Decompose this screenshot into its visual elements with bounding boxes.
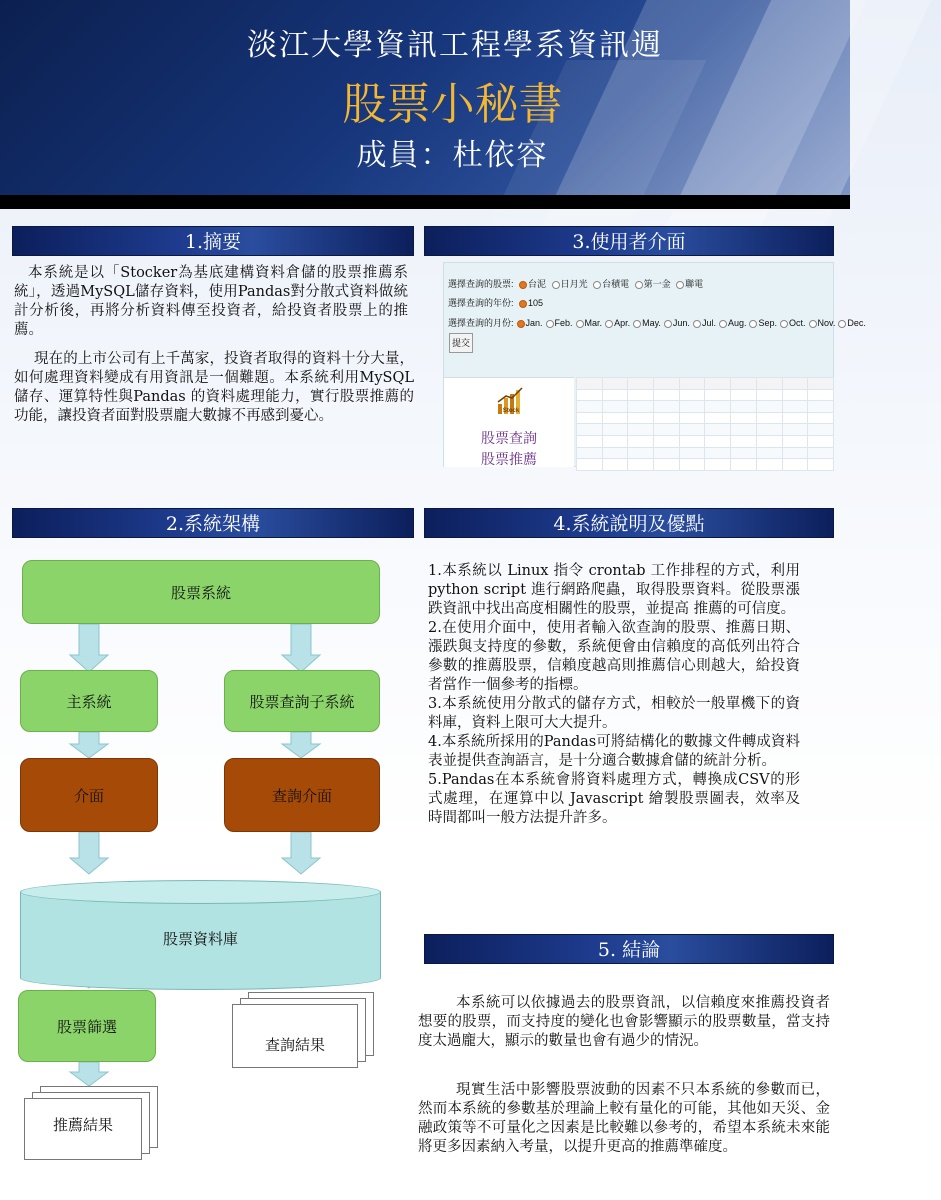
conclusion-heading: 5. 結論: [424, 934, 834, 964]
description-text: 1.本系統以 Linux 指令 crontab 工作排程的方式，利用 python script 進行網路爬蟲，取得股票資料。從股票漲跌資訊中找出高度相關性的股票，並提高 推薦的可信度。 2.在使用介面中，使用者輸入欲查詢的股票、推薦日期、漲跌與支持度的參數，系統便會由信賴度的高低列出符合參數的推薦股票，信賴度越高則推薦信心則越大，給投資者當作一個參考的指標。 3.本系統使用分散式的儲存方式，相較於一般單機下的資料庫，資料上限可大大提升。 4.本系統所採用的Pandas可將結構化的數據文件轉成資料表並提供查詢語言，是十分適合數據倉儲的統計分析。 5.Pandas在本系統會將資料處理方式，轉換成CSV的形式處理，在運算中以 Javascript 繪製股票圖表，效率及時間都叫一般方法提升許多。: [428, 563, 800, 826]
month-option: Aug.: [727, 318, 747, 328]
table-row: [577, 459, 834, 471]
month-option: Apr.: [614, 318, 631, 328]
radio-icon[interactable]: [838, 320, 846, 328]
radio-icon[interactable]: [519, 300, 527, 308]
arrow-down-icon: [70, 732, 108, 758]
month-option: Feb.: [554, 318, 573, 328]
stock-option: 台泥: [528, 279, 547, 289]
stock-filter-box: 股票篩選: [18, 990, 156, 1062]
month-option: Oct.: [788, 318, 806, 328]
year-option: 105: [528, 298, 544, 308]
radio-icon[interactable]: [635, 281, 643, 289]
radio-icon[interactable]: [546, 320, 554, 328]
recommend-result-label: 推薦結果: [52, 1116, 113, 1134]
radio-icon[interactable]: [780, 320, 788, 328]
stock-option: 日月光: [560, 279, 588, 289]
department-title: 淡江大學資訊工程學系資訊週: [247, 28, 663, 63]
month-option: Jan.: [525, 318, 543, 328]
stock-option: 第一金: [643, 279, 671, 289]
ui-heading: 3.使用者介面: [424, 226, 834, 256]
poster-header: [0, 0, 850, 195]
radio-icon[interactable]: [633, 320, 641, 328]
table-row: [577, 435, 834, 447]
radio-icon[interactable]: [517, 320, 525, 328]
stock-option: 聯電: [685, 279, 704, 289]
radio-icon[interactable]: [693, 320, 701, 328]
header-divider: [0, 195, 850, 209]
stock-select-label: 選擇查詢的股票:: [448, 279, 514, 289]
project-title: 股票小秘書: [342, 79, 563, 130]
radio-icon[interactable]: [676, 281, 684, 289]
month-option: Dec.: [847, 318, 866, 328]
query-subsystem-box: 股票查詢子系統: [224, 670, 380, 732]
ui-sidebar: [444, 377, 574, 467]
abstract-paragraph-2: 現在的上市公司有上千萬家，投資者取得的資料十分大量，如何處理資料變成有用資訊是一個難題。本系統利用MySQL儲存、運算特性與Pandas 的資料處理能力，實行股票推薦的功能，讓投資者面對股票龐大數據不再感到憂心。: [14, 351, 414, 424]
abstract-paragraph-1: 本系統是以「Stocker為基底建構資料倉儲的股票推薦系統」，透過MySQL儲存資料，使用Pandas對分散式資料做統計分析後，再將分析資料傳至投資者，給投資者股票上的推薦。: [14, 265, 408, 338]
architecture-heading: 2.系統架構: [12, 508, 414, 538]
month-option: Jun.: [672, 318, 690, 328]
ui-screenshot: [443, 262, 866, 468]
month-option: Sep.: [758, 318, 777, 328]
radio-icon[interactable]: [576, 320, 584, 328]
conclusion-paragraph-2: 現實生活中影響股票波動的因素不只本系統的參數而已，然而本系統的參數基於理論上較有量化的可能，其他如天災、金融政策等不可量化之因素是比較難以參考的，希望本系統未來能將更多因素納入考量，以提升更高的推薦準確度。: [418, 1082, 830, 1155]
table-row: [577, 389, 834, 401]
query-interface-box: 查詢介面: [224, 758, 380, 832]
query-result-label: 查詢結果: [264, 1036, 325, 1054]
arrow-down-icon: [282, 832, 320, 874]
submit-button[interactable]: 提交: [449, 333, 473, 353]
radio-icon[interactable]: [605, 320, 613, 328]
radio-icon[interactable]: [809, 320, 817, 328]
radio-icon[interactable]: [552, 281, 560, 289]
members: 成員：杜依容: [356, 138, 549, 173]
table-row: [577, 412, 834, 424]
stock-query-link[interactable]: 股票查詢: [481, 431, 537, 447]
stock-data-table: [576, 377, 834, 471]
main-system-box: 主系統: [20, 670, 158, 732]
interface-box: 介面: [20, 758, 158, 832]
stock-recommend-link[interactable]: 股票推薦: [481, 452, 537, 468]
month-select-row: [448, 316, 866, 329]
radio-icon[interactable]: [519, 281, 527, 289]
radio-icon[interactable]: [664, 320, 672, 328]
logo-text: Stock: [502, 408, 520, 414]
cylinder-top: [20, 880, 381, 904]
radio-icon[interactable]: [749, 320, 757, 328]
arrow-down-icon: [70, 1062, 108, 1086]
abstract-heading: 1.摘要: [12, 226, 414, 256]
stock-system-box: 股票系統: [22, 560, 380, 624]
year-select-row: [448, 296, 543, 309]
radio-icon[interactable]: [593, 281, 601, 289]
table-row: [577, 447, 834, 459]
stock-option: 台積電: [602, 279, 630, 289]
description-heading: 4.系統說明及優點: [424, 508, 834, 538]
month-option: Mar.: [584, 318, 603, 328]
table-row: [577, 424, 834, 436]
conclusion-paragraph-1: 本系統可以依據過去的股票資訊，以信賴度來推薦投資者想要的股票，而支持度的變化也會影響顯示的股票數量，當支持度太過龐大，顯示的數量也會有過少的情況。: [418, 995, 830, 1049]
arrow-down-icon: [70, 624, 108, 672]
table-header-row: [577, 378, 834, 390]
stock-select-row: [448, 277, 703, 290]
month-option: Nov.: [817, 318, 836, 328]
month-option: May.: [642, 318, 661, 328]
arrow-down-icon: [70, 832, 108, 874]
arrow-down-icon: [282, 732, 320, 758]
database-label: 股票資料庫: [162, 930, 238, 948]
year-select-label: 選擇查詢的年份:: [448, 298, 514, 308]
radio-icon[interactable]: [719, 320, 727, 328]
table-row: [577, 401, 834, 413]
month-option: Jul.: [701, 318, 716, 328]
month-select-label: 選擇查詢的月份:: [448, 318, 514, 328]
database-cylinder: [20, 880, 381, 990]
arrow-down-icon: [282, 624, 320, 672]
